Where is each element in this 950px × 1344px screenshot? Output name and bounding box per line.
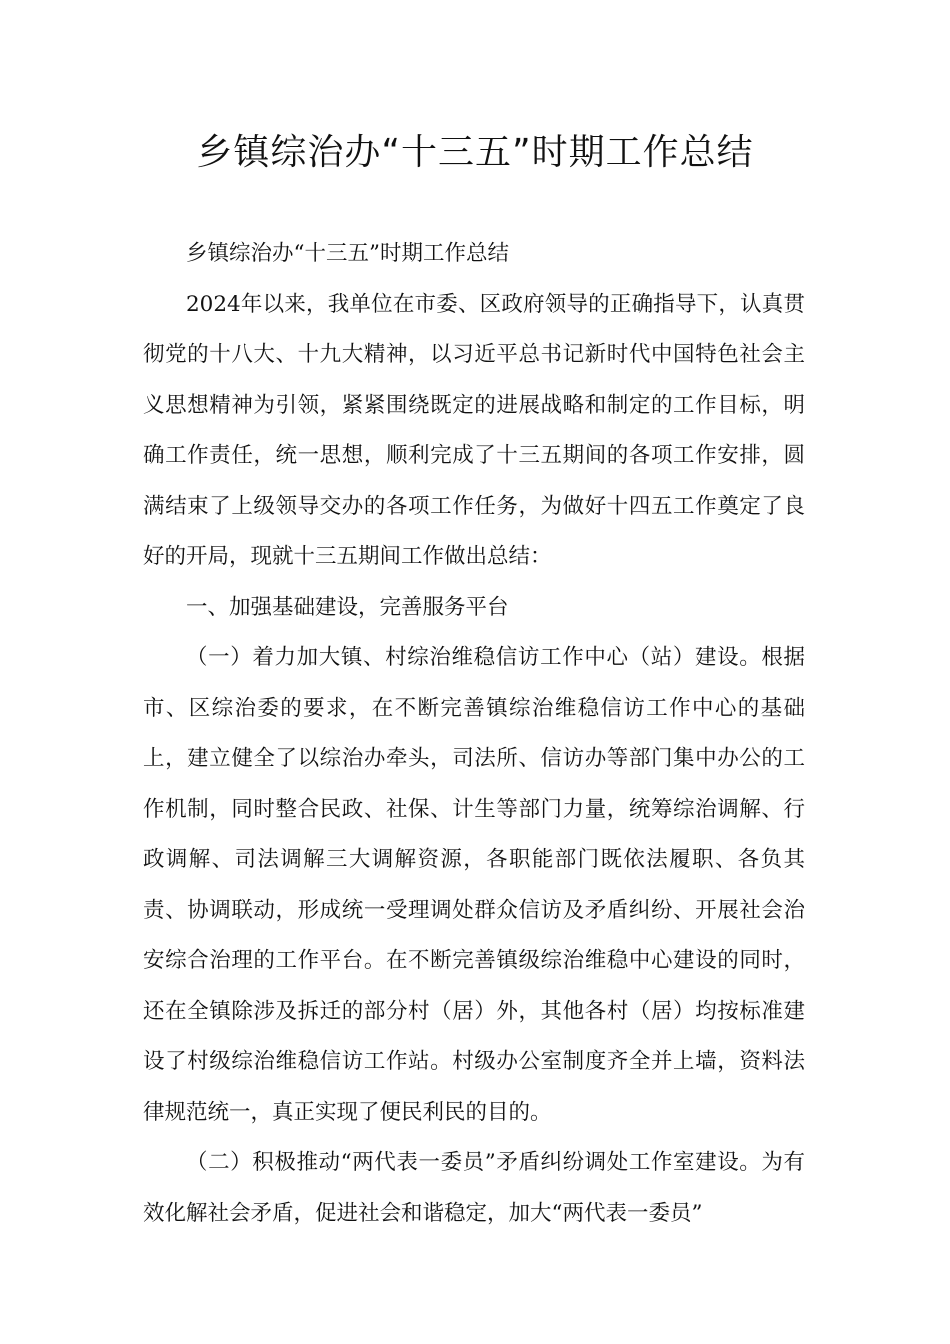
document-body [143,229,805,1239]
section-heading: 一、加强基础建设，完善服务平台 [186,594,509,620]
subtitle-paragraph: 乡镇综治办“十三五”时期工作总结 [186,241,509,266]
intro-paragraph: 2024年以来，我单位在市委、区政府领导的正确指导下，认真贯彻党的十八大、十九大精神，以习近平总书记新时代中国特色社会主义思想精神为引领，紧紧围绕既定的进展战略和制定的工作目标，明确工作责任，统一思想，顺利完成了十三五期间的各项工作安排，圆满结束了上级领导交办的各项工作任务，为做好十四五工作奠定了良好的开局，现就十三五期间工作做出总结： [143,291,805,569]
section-paragraph-1: （一）着力加大镇、村综治维稳信访工作中心（站）建设。根据市、区综治委的要求，在不断完善镇综治维稳信访工作中心的基础上，建立健全了以综治办牵头，司法所、信访办等部门集中办公的工作机制，同时整合民政、社保、计生等部门力量，统筹综治调解、行政调解、司法调解三大调解资源，各职能部门既依法履职、各负其责、协调联动，形成统一受理调处群众信访及矛盾纠纷、开展社会治安综合治理的工作平台。在不断完善镇级综治维稳中心建设的同时，还在全镇除涉及拆迁的部分村（居）外，其他各村（居）均按标准建设了村级综治维稳信访工作站。村级办公室制度齐全并上墙，资料法律规范统一，真正实现了便民利民的目的。 [143,645,805,1125]
section-paragraph-2: （二）积极推动“两代表一委员”矛盾纠纷调处工作室建设。为有效化解社会矛盾，促进社会和谐稳定，加大“两代表一委员” [143,1150,805,1226]
document-title: 乡镇综治办“十三五”时期工作总结 [196,132,754,173]
